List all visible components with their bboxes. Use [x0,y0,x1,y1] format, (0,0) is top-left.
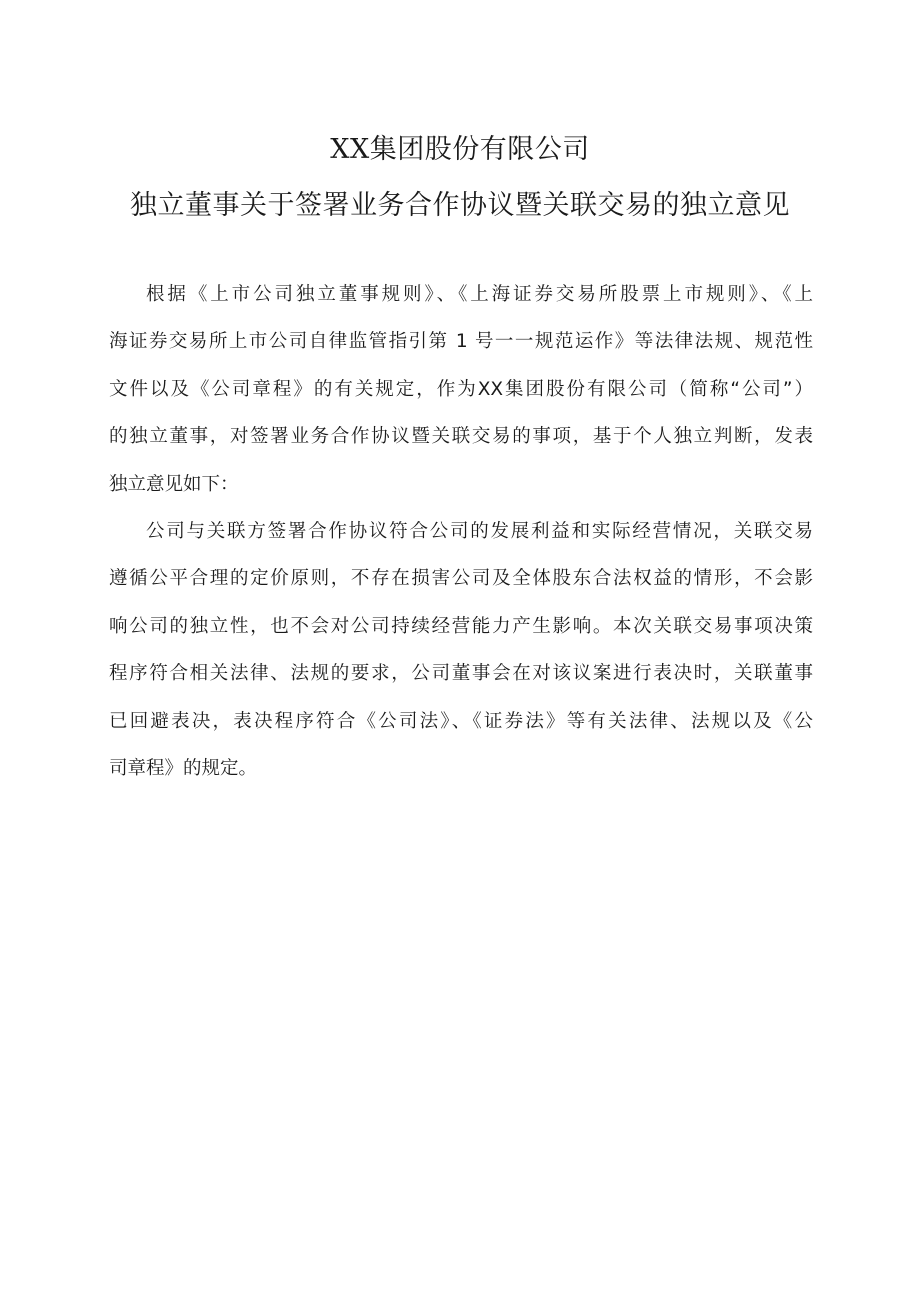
company-title: XX集团股份有限公司 [330,134,590,165]
paragraph-line: 公司与关联方签署合作协议符合公司的发展利益和实际经营情况，关联交易 [146,520,813,542]
paragraph-line: 独立意见如下： [109,473,239,495]
paragraph-line: 司章程》的规定。 [109,757,258,779]
paragraph-line: 遵循公平合理的定价原则，不存在损害公司及全体股东合法权益的情形，不会影 [109,568,813,590]
paragraph-line: 根据《上市公司独立董事规则》、《上海证券交易所股票上市规则》、《上 [146,284,813,305]
body-text [109,271,813,792]
title-block [0,128,920,228]
document-subtitle: 独立董事关于签署业务合作协议暨关联交易的独立意见 [130,190,790,221]
paragraph-line: 文件以及《公司章程》的有关规定，作为XX集团股份有限公司（简称“公司”） [109,378,813,400]
paragraph-basis [109,271,813,508]
paragraph-line: 响公司的独立性，也不会对公司持续经营能力产生影响。本次关联交易事项决策 [109,615,813,637]
paragraph-line: 程序符合相关法律、法规的要求，公司董事会在对该议案进行表决时，关联董事 [109,663,813,685]
paragraph-line: 已回避表决，表决程序符合《公司法》、《证券法》等有关法律、法规以及《公 [109,710,813,732]
paragraph-line: 的独立董事，对签署业务合作协议暨关联交易的事项，基于个人独立判断，发表 [109,426,813,448]
paragraph-line: 海证券交易所上市公司自律监管指引第 1 号一一规范运作》等法律法规、规范性 [109,331,813,353]
paragraph-opinion [109,508,813,792]
